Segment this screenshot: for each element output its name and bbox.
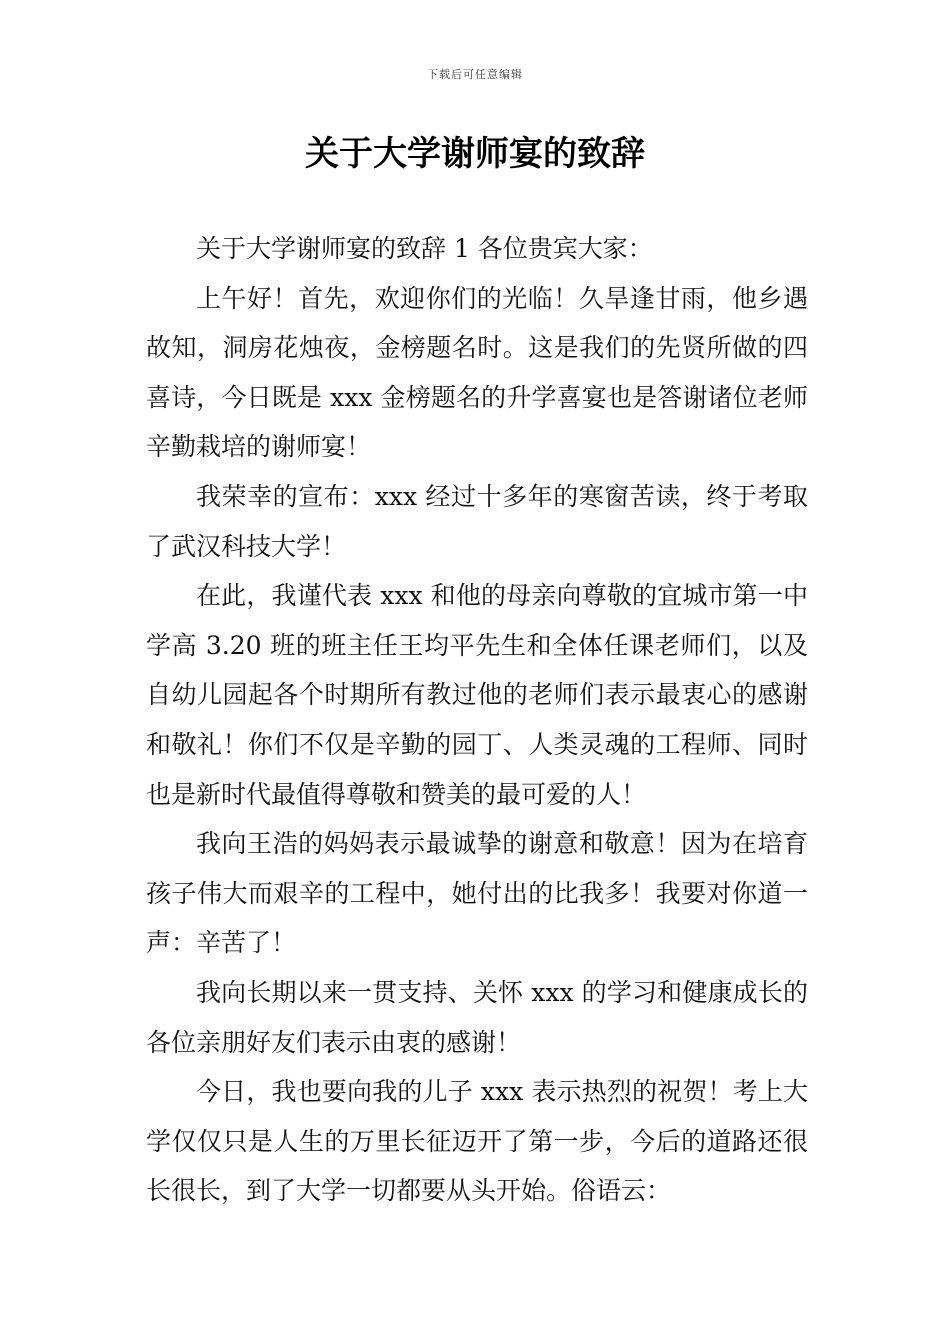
document-title: 关于大学谢师宴的致辞 [305, 134, 645, 174]
document-body [146, 224, 808, 1216]
paragraph-1: 关于大学谢师宴的致辞 1 各位贵宾大家： [196, 234, 653, 263]
paragraph-2: 上午好！首先，欢迎你们的光临！久旱逢甘雨，他乡遇故知，洞房花烛夜，金榜题名时。这是我们的先贤所做的四喜诗，今日既是 xxx 金榜题名的升学喜宴也是答谢诸位老师辛勤栽培的谢师宴！ [146, 283, 808, 462]
paragraph-3: 我荣幸的宣布：xxx 经过十多年的寒窗苦读，终于考取了武汉科技大学！ [146, 481, 808, 561]
paragraph-7: 今日，我也要向我的儿子 xxx 表示热烈的祝贺！考上大学仅仅只是人生的万里长征迈开了第一步，今后的道路还很长很长，到了大学一切都要从头开始。俗语云： [146, 1077, 808, 1206]
paragraph-5: 我向王浩的妈妈表示最诚挚的谢意和敬意！因为在培育孩子伟大而艰辛的工程中，她付出的比我多！我要对你道一声：辛苦了！ [146, 829, 808, 958]
paragraph-6: 我向长期以来一贯支持、关怀 xxx 的学习和健康成长的各位亲朋好友们表示由衷的感谢！ [146, 977, 808, 1057]
paragraph-4: 在此，我谨代表 xxx 和他的母亲向尊敬的宜城市第一中学高 3.20 班的班主任王均平先生和全体任课老师们，以及自幼儿园起各个时期所有教过他的老师们表示最衷心的感谢和敬礼！你们不仅是辛勤的园丁、人类灵魂的工程师、同时也是新时代最值得尊敬和赞美的最可爱的人！ [146, 581, 808, 809]
header-note: 下载后可任意编辑 [427, 68, 523, 81]
